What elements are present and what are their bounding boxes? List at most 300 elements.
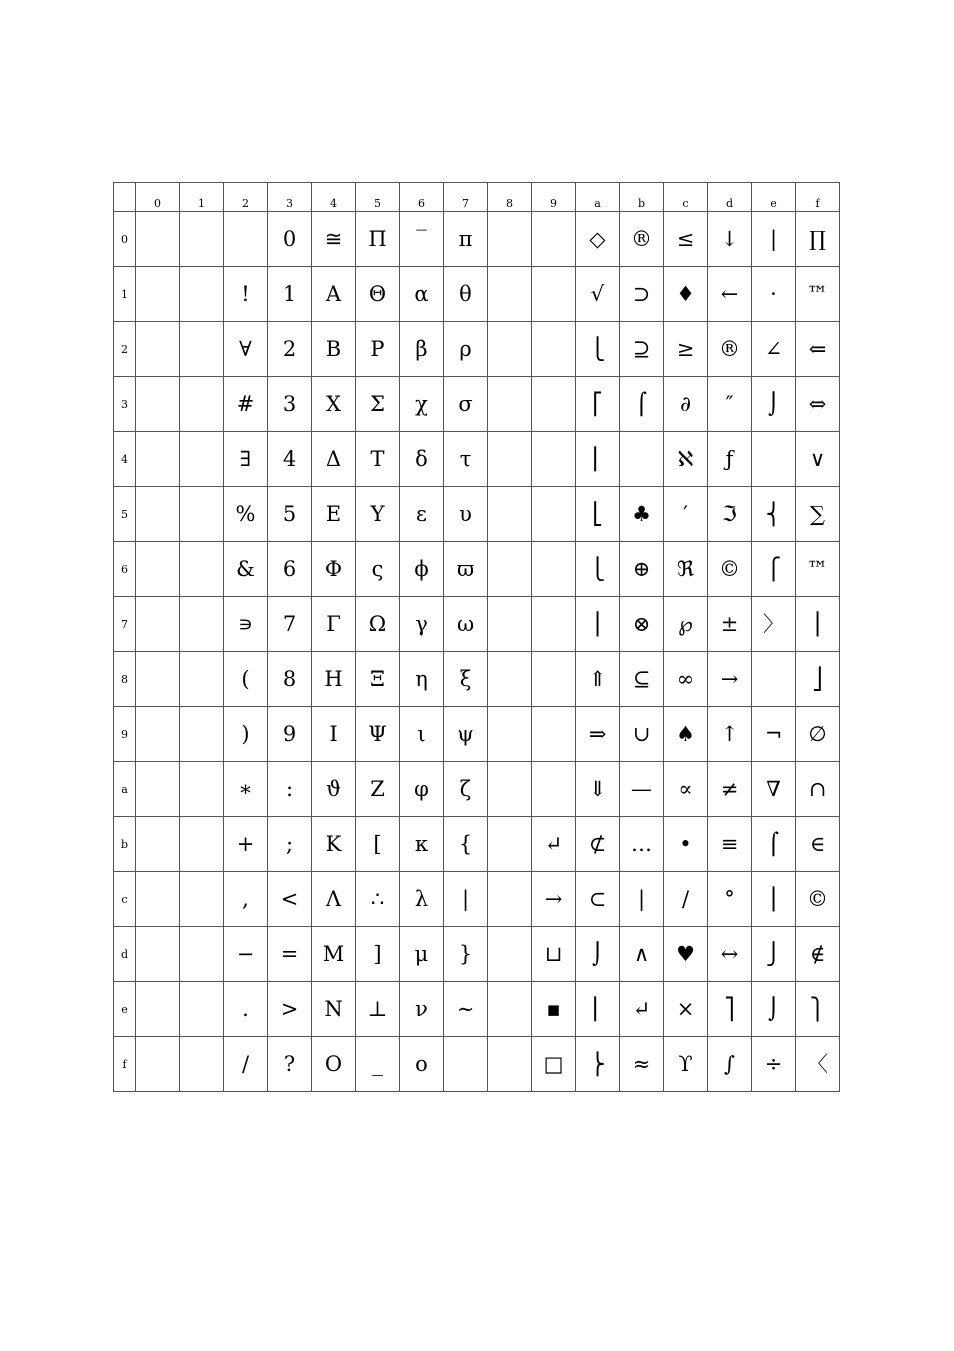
- glyph-cell: ϑ: [312, 762, 356, 817]
- glyph-cell: κ: [400, 817, 444, 872]
- glyph-cell: Μ: [312, 927, 356, 982]
- glyph-cell: 4: [268, 432, 312, 487]
- glyph-cell: [136, 432, 180, 487]
- glyph-cell: [488, 817, 532, 872]
- glyph-cell: ″: [708, 377, 752, 432]
- row-header: 7: [114, 597, 136, 652]
- glyph-cell: ∑: [796, 487, 840, 542]
- glyph-cell: ⎪: [752, 872, 796, 927]
- glyph-cell: ⌠: [620, 377, 664, 432]
- glyph-cell: [224, 212, 268, 267]
- glyph-cell: 2: [268, 322, 312, 377]
- glyph-cell: υ: [444, 487, 488, 542]
- glyph-cell: ℑ: [708, 487, 752, 542]
- glyph-cell: ♣: [620, 487, 664, 542]
- glyph-cell: [532, 762, 576, 817]
- glyph-cell: ∧: [620, 927, 664, 982]
- glyph-cell: ]: [356, 927, 400, 982]
- glyph-cell: ∀: [224, 322, 268, 377]
- glyph-cell: ∂: [664, 377, 708, 432]
- glyph-cell: ⎨: [752, 487, 796, 542]
- glyph-cell: +: [224, 817, 268, 872]
- glyph-cell: [488, 597, 532, 652]
- glyph-cell: [488, 267, 532, 322]
- glyph-cell: [532, 267, 576, 322]
- glyph-cell: ⎤: [708, 982, 752, 1037]
- glyph-cell: [180, 267, 224, 322]
- glyph-cell: Π: [356, 212, 400, 267]
- glyph-cell: |: [620, 872, 664, 927]
- glyph-cell: [180, 817, 224, 872]
- glyph-cell: Χ: [312, 377, 356, 432]
- row-header: 8: [114, 652, 136, 707]
- glyph-cell: ÷: [752, 1037, 796, 1092]
- glyph-cell: ο: [400, 1037, 444, 1092]
- glyph-cell: √: [576, 267, 620, 322]
- table-row: [114, 432, 840, 487]
- glyph-cell: σ: [444, 377, 488, 432]
- glyph-cell: [488, 487, 532, 542]
- row-header: a: [114, 762, 136, 817]
- glyph-cell: ξ: [444, 652, 488, 707]
- glyph-cell: ℵ: [664, 432, 708, 487]
- glyph-cell: [136, 817, 180, 872]
- glyph-cell: #: [224, 377, 268, 432]
- glyph-cell: [532, 707, 576, 762]
- glyph-cell: ;: [268, 817, 312, 872]
- glyph-cell: ⊗: [620, 597, 664, 652]
- table-row: [114, 212, 840, 267]
- glyph-cell: ⊄: [576, 817, 620, 872]
- glyph-cell: ♠: [664, 707, 708, 762]
- glyph-cell: ⎢: [576, 982, 620, 1037]
- glyph-cell: ∠: [752, 322, 796, 377]
- glyph-cell: Ε: [312, 487, 356, 542]
- glyph-cell: [136, 322, 180, 377]
- table-row: [114, 927, 840, 982]
- glyph-cell: ϒ: [664, 1037, 708, 1092]
- glyph-cell: ·: [752, 267, 796, 322]
- glyph-cell: /: [664, 872, 708, 927]
- glyph-cell: ≡: [708, 817, 752, 872]
- glyph-cell: [: [356, 817, 400, 872]
- glyph-cell: ⎣: [576, 487, 620, 542]
- glyph-cell: 〈: [796, 1037, 840, 1092]
- glyph-cell: >: [268, 982, 312, 1037]
- glyph-cell: …: [620, 817, 664, 872]
- glyph-cell: ∏: [796, 212, 840, 267]
- glyph-cell: ∼: [444, 982, 488, 1037]
- glyph-cell: ∴: [356, 872, 400, 927]
- glyph-cell: −: [224, 927, 268, 982]
- row-header: 6: [114, 542, 136, 597]
- glyph-cell: ↑: [708, 707, 752, 762]
- glyph-cell: ▪: [532, 982, 576, 1037]
- glyph-cell: ϕ: [400, 542, 444, 597]
- glyph-cell: [136, 762, 180, 817]
- glyph-cell: ⊥: [356, 982, 400, 1037]
- row-header: 9: [114, 707, 136, 762]
- glyph-cell: ν: [400, 982, 444, 1037]
- glyph-cell: [752, 652, 796, 707]
- glyph-cell: Ν: [312, 982, 356, 1037]
- glyph-cell: ◇: [576, 212, 620, 267]
- glyph-cell: [444, 1037, 488, 1092]
- glyph-cell: ⊂: [576, 872, 620, 927]
- glyph-cell: [180, 872, 224, 927]
- glyph-cell: ∝: [664, 762, 708, 817]
- glyph-cell: ⊃: [620, 267, 664, 322]
- glyph-cell: χ: [400, 377, 444, 432]
- column-header: d: [708, 183, 752, 212]
- glyph-cell: [532, 212, 576, 267]
- glyph-cell: ,: [224, 872, 268, 927]
- glyph-cell: Η: [312, 652, 356, 707]
- glyph-cell: ↵: [532, 817, 576, 872]
- glyph-cell: [488, 707, 532, 762]
- glyph-cell: ∉: [796, 927, 840, 982]
- column-header: 5: [356, 183, 400, 212]
- glyph-cell: ι: [400, 707, 444, 762]
- glyph-cell: [136, 652, 180, 707]
- column-header: 6: [400, 183, 444, 212]
- row-header: 5: [114, 487, 136, 542]
- glyph-cell: ⇑: [576, 652, 620, 707]
- glyph-cell: η: [400, 652, 444, 707]
- glyph-cell: ?: [268, 1037, 312, 1092]
- glyph-cell: β: [400, 322, 444, 377]
- glyph-cell: ⎢: [576, 432, 620, 487]
- glyph-cell: Ξ: [356, 652, 400, 707]
- glyph-cell: .: [224, 982, 268, 1037]
- glyph-cell: Ο: [312, 1037, 356, 1092]
- glyph-cell: [488, 652, 532, 707]
- glyph-cell: !: [224, 267, 268, 322]
- row-header: 0: [114, 212, 136, 267]
- glyph-cell: Ι: [312, 707, 356, 762]
- glyph-cell: Γ: [312, 597, 356, 652]
- glyph-cell: ℘: [664, 597, 708, 652]
- column-header: 9: [532, 183, 576, 212]
- glyph-cell: [532, 597, 576, 652]
- glyph-cell: Β: [312, 322, 356, 377]
- glyph-cell: _: [356, 1037, 400, 1092]
- glyph-cell: 6: [268, 542, 312, 597]
- glyph-cell: μ: [400, 927, 444, 982]
- row-header: 3: [114, 377, 136, 432]
- glyph-cell: ⇓: [576, 762, 620, 817]
- glyph-cell: [752, 432, 796, 487]
- glyph-cell: ≤: [664, 212, 708, 267]
- glyph-cell: ς: [356, 542, 400, 597]
- glyph-cell: [180, 652, 224, 707]
- glyph-cell: ≈: [620, 1037, 664, 1092]
- glyph-cell: ⎪: [796, 597, 840, 652]
- glyph-cell: ∈: [796, 817, 840, 872]
- glyph-cell: α: [400, 267, 444, 322]
- glyph-cell: ω: [444, 597, 488, 652]
- glyph-cell: Α: [312, 267, 356, 322]
- column-header: a: [576, 183, 620, 212]
- glyph-cell: [136, 377, 180, 432]
- glyph-cell: <: [268, 872, 312, 927]
- glyph-cell: °: [708, 872, 752, 927]
- glyph-cell: Ψ: [356, 707, 400, 762]
- table-row: [114, 597, 840, 652]
- glyph-cell: [532, 432, 576, 487]
- column-header: 1: [180, 183, 224, 212]
- column-header: 7: [444, 183, 488, 212]
- glyph-cell: [488, 542, 532, 597]
- glyph-cell: ©: [796, 872, 840, 927]
- glyph-cell: ≅: [312, 212, 356, 267]
- glyph-cell: ρ: [444, 322, 488, 377]
- glyph-cell: ×: [664, 982, 708, 1037]
- glyph-cell: •: [664, 817, 708, 872]
- glyph-cell: 9: [268, 707, 312, 762]
- glyph-cell: Ω: [356, 597, 400, 652]
- row-header: f: [114, 1037, 136, 1092]
- glyph-cell: [180, 927, 224, 982]
- chart-body: [114, 212, 840, 1092]
- glyph-cell: 〉: [752, 597, 796, 652]
- glyph-cell: 8: [268, 652, 312, 707]
- glyph-cell: [136, 267, 180, 322]
- table-row: [114, 377, 840, 432]
- glyph-cell: [488, 872, 532, 927]
- glyph-cell: ⎩: [576, 322, 620, 377]
- table-row: [114, 487, 840, 542]
- glyph-cell: ¬: [752, 707, 796, 762]
- character-chart: [113, 182, 840, 1092]
- column-header: 8: [488, 183, 532, 212]
- glyph-cell: —: [620, 762, 664, 817]
- glyph-cell: [180, 1037, 224, 1092]
- corner-cell: [114, 183, 136, 212]
- glyph-cell: ψ: [444, 707, 488, 762]
- row-header: 1: [114, 267, 136, 322]
- glyph-cell: ℜ: [664, 542, 708, 597]
- glyph-cell: [136, 212, 180, 267]
- glyph-cell: Δ: [312, 432, 356, 487]
- glyph-cell: :: [268, 762, 312, 817]
- glyph-cell: %: [224, 487, 268, 542]
- glyph-cell: [180, 597, 224, 652]
- glyph-cell: ⎪: [576, 597, 620, 652]
- row-header: 2: [114, 322, 136, 377]
- glyph-cell: Ρ: [356, 322, 400, 377]
- glyph-cell: [136, 597, 180, 652]
- glyph-cell: ⎫: [796, 982, 840, 1037]
- glyph-cell: ⇒: [576, 707, 620, 762]
- glyph-cell: ⎭: [752, 927, 796, 982]
- glyph-cell: 1: [268, 267, 312, 322]
- glyph-cell: ∇: [752, 762, 796, 817]
- table-row: [114, 872, 840, 927]
- glyph-cell: λ: [400, 872, 444, 927]
- glyph-cell: ζ: [444, 762, 488, 817]
- glyph-cell: [488, 377, 532, 432]
- glyph-cell: 3: [268, 377, 312, 432]
- glyph-cell: }: [444, 927, 488, 982]
- glyph-cell: □: [532, 1037, 576, 1092]
- row-header: 4: [114, 432, 136, 487]
- glyph-cell: ⎬: [576, 1037, 620, 1092]
- glyph-cell: 5: [268, 487, 312, 542]
- glyph-cell: ∃: [224, 432, 268, 487]
- glyph-cell: [180, 212, 224, 267]
- glyph-cell: θ: [444, 267, 488, 322]
- glyph-cell: φ: [400, 762, 444, 817]
- glyph-cell: ∫: [708, 1037, 752, 1092]
- glyph-cell: [532, 487, 576, 542]
- glyph-cell: ⌡: [576, 927, 620, 982]
- glyph-cell: [136, 1037, 180, 1092]
- glyph-cell: ϖ: [444, 542, 488, 597]
- glyph-cell: ®: [708, 322, 752, 377]
- glyph-cell: →: [532, 872, 576, 927]
- glyph-cell: ⎦: [796, 652, 840, 707]
- glyph-cell: ∅: [796, 707, 840, 762]
- column-header: e: [752, 183, 796, 212]
- glyph-cell: (: [224, 652, 268, 707]
- glyph-cell: ®: [620, 212, 664, 267]
- glyph-cell: ⇐: [796, 322, 840, 377]
- table-row: [114, 762, 840, 817]
- glyph-cell: ⌡: [752, 377, 796, 432]
- glyph-cell: ↔: [708, 927, 752, 982]
- glyph-cell: ©: [708, 542, 752, 597]
- glyph-cell: [488, 762, 532, 817]
- glyph-cell: [488, 322, 532, 377]
- glyph-cell: δ: [400, 432, 444, 487]
- glyph-cell: &: [224, 542, 268, 597]
- glyph-cell: [532, 652, 576, 707]
- glyph-cell: [180, 762, 224, 817]
- glyph-cell: [620, 432, 664, 487]
- glyph-cell: [180, 487, 224, 542]
- glyph-cell: →: [708, 652, 752, 707]
- glyph-cell: [488, 1037, 532, 1092]
- row-header: b: [114, 817, 136, 872]
- glyph-cell: Τ: [356, 432, 400, 487]
- glyph-cell: [136, 707, 180, 762]
- glyph-cell: =: [268, 927, 312, 982]
- glyph-cell: Λ: [312, 872, 356, 927]
- glyph-cell: Φ: [312, 542, 356, 597]
- glyph-cell: ∞: [664, 652, 708, 707]
- table-row: [114, 652, 840, 707]
- glyph-cell: Κ: [312, 817, 356, 872]
- column-header: 0: [136, 183, 180, 212]
- table-row: [114, 817, 840, 872]
- glyph-cell: [180, 707, 224, 762]
- row-header: d: [114, 927, 136, 982]
- glyph-cell: ′: [664, 487, 708, 542]
- glyph-cell: ≠: [708, 762, 752, 817]
- glyph-cell: ε: [400, 487, 444, 542]
- glyph-cell: /: [224, 1037, 268, 1092]
- column-header: c: [664, 183, 708, 212]
- glyph-cell: ™: [796, 542, 840, 597]
- glyph-cell: ⊔: [532, 927, 576, 982]
- column-header: b: [620, 183, 664, 212]
- row-header: e: [114, 982, 136, 1037]
- glyph-cell: ⌠: [752, 817, 796, 872]
- glyph-cell: ♥: [664, 927, 708, 982]
- row-header: c: [114, 872, 136, 927]
- glyph-cell: [136, 927, 180, 982]
- glyph-cell: [180, 432, 224, 487]
- glyph-cell: ⌡: [752, 982, 796, 1037]
- glyph-cell: |: [752, 212, 796, 267]
- glyph-cell: [532, 377, 576, 432]
- glyph-cell: ∍: [224, 597, 268, 652]
- glyph-cell: ↓: [708, 212, 752, 267]
- glyph-cell: [136, 542, 180, 597]
- glyph-cell: ∪: [620, 707, 664, 762]
- glyph-cell: τ: [444, 432, 488, 487]
- column-header: 2: [224, 183, 268, 212]
- glyph-cell: ⊆: [620, 652, 664, 707]
- glyph-cell: ←: [708, 267, 752, 322]
- glyph-cell: ≥: [664, 322, 708, 377]
- glyph-cell: [488, 982, 532, 1037]
- glyph-cell: ⇔: [796, 377, 840, 432]
- table-row: [114, 267, 840, 322]
- glyph-cell: ↵: [620, 982, 664, 1037]
- glyph-cell: [180, 377, 224, 432]
- glyph-cell: 0: [268, 212, 312, 267]
- glyph-cell: [180, 542, 224, 597]
- glyph-cell: [180, 322, 224, 377]
- table-row: [114, 1037, 840, 1092]
- glyph-cell: ♦: [664, 267, 708, 322]
- glyph-cell: |: [444, 872, 488, 927]
- glyph-cell: [532, 322, 576, 377]
- glyph-cell: ): [224, 707, 268, 762]
- glyph-cell: Ζ: [356, 762, 400, 817]
- glyph-cell: {: [444, 817, 488, 872]
- glyph-cell: Υ: [356, 487, 400, 542]
- glyph-cell: ™: [796, 267, 840, 322]
- table-row: [114, 542, 840, 597]
- column-header: 3: [268, 183, 312, 212]
- table-row: [114, 322, 840, 377]
- glyph-cell: ⎩: [576, 542, 620, 597]
- column-header: 4: [312, 183, 356, 212]
- column-header: f: [796, 183, 840, 212]
- glyph-cell: 7: [268, 597, 312, 652]
- glyph-cell: ∨: [796, 432, 840, 487]
- glyph-cell: Σ: [356, 377, 400, 432]
- glyph-cell: γ: [400, 597, 444, 652]
- glyph-cell: [488, 927, 532, 982]
- glyph-cell: ⊕: [620, 542, 664, 597]
- glyph-cell: [136, 872, 180, 927]
- table-row: [114, 982, 840, 1037]
- glyph-cell: [180, 982, 224, 1037]
- glyph-cell: ∗: [224, 762, 268, 817]
- glyph-cell: [532, 542, 576, 597]
- glyph-cell: ƒ: [708, 432, 752, 487]
- glyph-cell: ±: [708, 597, 752, 652]
- glyph-cell: ⎡: [576, 377, 620, 432]
- glyph-cell: ⎧: [752, 542, 796, 597]
- glyph-cell: [488, 212, 532, 267]
- glyph-cell: ∩: [796, 762, 840, 817]
- glyph-cell: ‾: [400, 212, 444, 267]
